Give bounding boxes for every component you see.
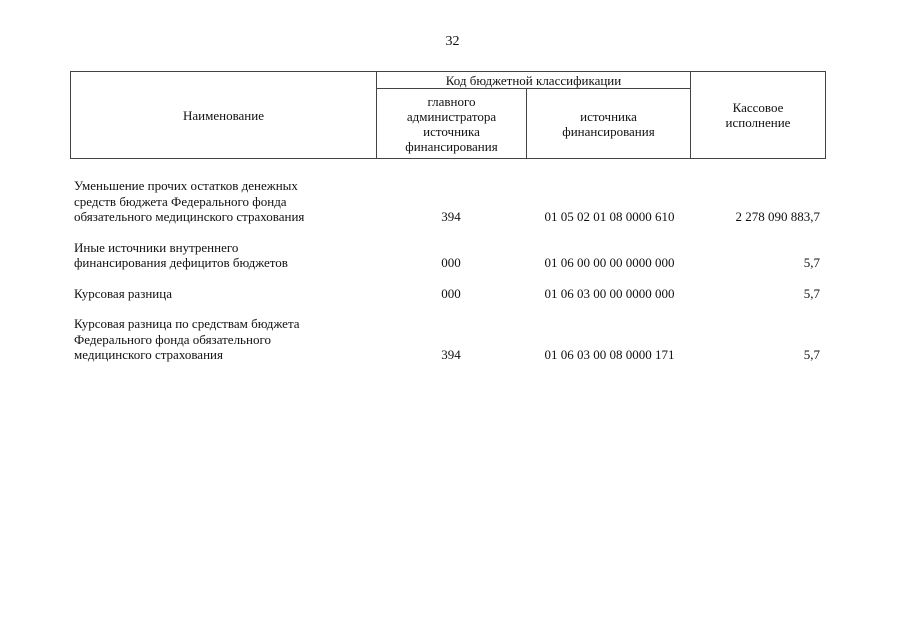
header-admin: [377, 89, 527, 159]
header-admin-line: главного: [427, 93, 476, 109]
page-number: 32: [445, 34, 460, 49]
header-admin-line: финансирования: [405, 138, 498, 154]
row-source-code: 01 06 03 00 00 0000 000: [544, 285, 675, 301]
table-header: [70, 71, 826, 159]
row-source-code: 01 06 03 00 08 0000 171: [544, 347, 675, 362]
row-admin-code: 394: [441, 209, 461, 224]
row-source-code: 01 05 02 01 08 0000 610: [544, 209, 675, 224]
header-name: Наименование: [71, 72, 377, 159]
row-name-line: Курсовая разница: [74, 285, 172, 301]
header-execution-line: Кассовое: [732, 100, 784, 115]
row-admin-code: 000: [441, 285, 461, 301]
row-name: [70, 178, 374, 225]
table-row: [70, 178, 825, 225]
row-admin-code: 394: [441, 347, 461, 362]
header-source: [527, 89, 691, 159]
row-name-line: медицинского страхования: [74, 347, 223, 362]
row-name: [70, 240, 374, 271]
header-source-line: источника: [580, 108, 637, 124]
header-source-line: финансирования: [562, 123, 655, 139]
row-name-line: финансирования дефицитов бюджетов: [74, 255, 288, 270]
header-admin-line: администратора: [406, 108, 497, 124]
row-name: [70, 316, 374, 363]
row-amount: 5,7: [803, 347, 820, 362]
table-row: [70, 240, 825, 271]
row-amount: 2 278 090 883,7: [735, 209, 820, 224]
row-name-line: средств бюджета Федерального фонда: [74, 193, 287, 209]
row-amount: 5,7: [803, 255, 820, 270]
row-amount: 5,7: [803, 285, 820, 301]
header-execution-line: исполнение: [725, 115, 791, 130]
header-execution: [691, 72, 826, 159]
table-body: [70, 178, 825, 378]
row-name-line: Федерального фонда обязательного: [74, 331, 271, 347]
table-row: [70, 286, 825, 302]
header-admin-line: источника: [423, 123, 480, 139]
row-admin-code: 000: [441, 255, 461, 270]
row-name-line: Иные источники внутреннего: [74, 239, 239, 255]
row-name-line: Курсовая разница по средствам бюджета: [74, 316, 300, 331]
row-source-code: 01 06 00 00 00 0000 000: [544, 255, 675, 270]
header-budget-code: Код бюджетной классификации: [377, 72, 691, 89]
table-row: [70, 316, 825, 363]
row-name-line: Уменьшение прочих остатков денежных: [74, 178, 298, 193]
row-name-line: обязательного медицинского страхования: [74, 209, 305, 224]
row-name: [70, 286, 374, 302]
